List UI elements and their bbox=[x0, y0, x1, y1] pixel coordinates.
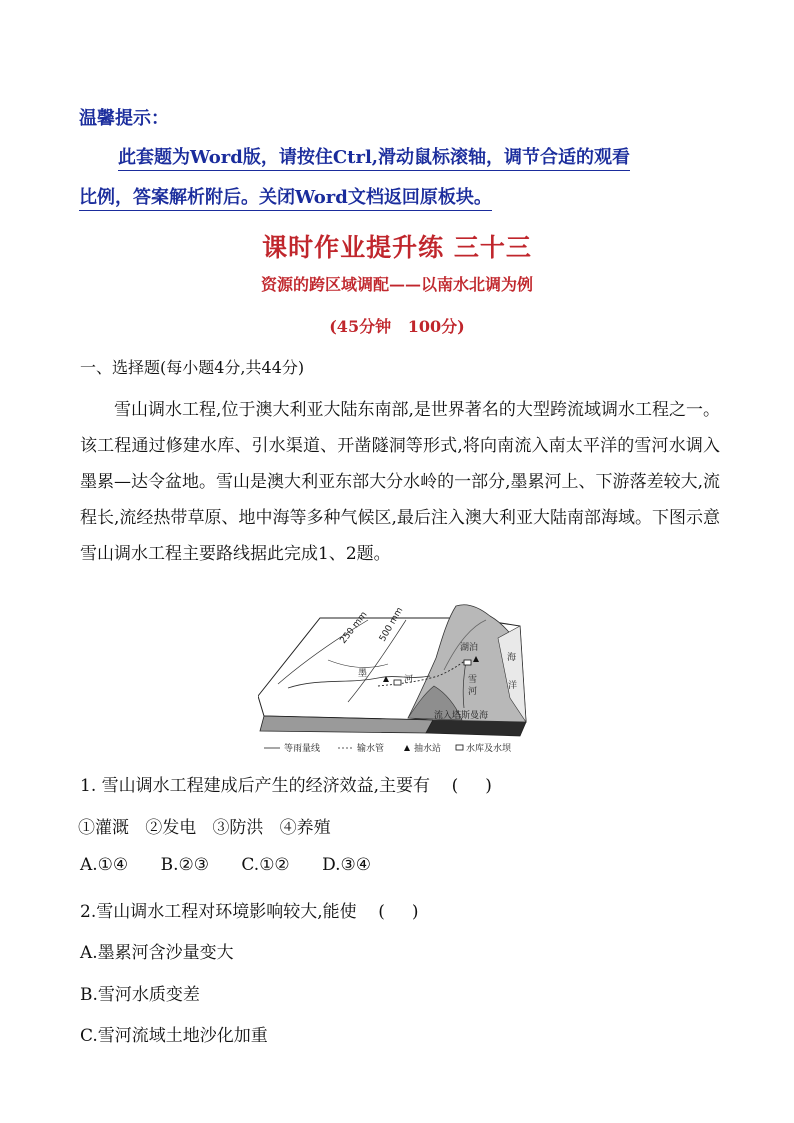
lake-label: 湖泊 bbox=[460, 643, 479, 653]
question-2-option-c: C.雪河流域土地沙化加重 bbox=[80, 1026, 268, 1046]
passage: 雪山调水工程,位于澳大利亚大陆东南部,是世界著名的大型跨流域调水工程之一。该工程通过修建水库、引水渠道、开凿隧洞等形式,将向南流入南太平洋的雪河水调入墨累—达令盆地。雪山是澳大利亚东部大分水岭的一部分,墨累河上、下游落差较大,流程长,流经热带草原、地中海等多种气候区,最后注入澳大利亚大陆南部海域。下图示意雪山调水工程主要路线据此完成1、2题。 bbox=[80, 400, 720, 564]
yang-label: 洋 bbox=[508, 681, 518, 691]
mo-label: 墨 bbox=[358, 669, 368, 679]
question-2-stem: 2.雪山调水工程对环境影响较大,能使 ( ) bbox=[80, 902, 419, 922]
contour-label-250: 250 mm bbox=[338, 610, 370, 646]
question-1-options: A.①④ B.②③ C.①② D.③④ bbox=[80, 855, 372, 875]
page-title: 课时作业提升练 三十三 bbox=[262, 233, 532, 262]
question-2-option-b: B.雪河水质变差 bbox=[80, 985, 200, 1005]
reservoir-dam bbox=[464, 660, 471, 665]
he-label: 河 bbox=[404, 675, 414, 685]
tip-title: 温馨提示： bbox=[79, 108, 169, 129]
tip-line-1: 此套题为Word版，请按住Ctrl,滑动鼠标滚轴，调节合适的观看 bbox=[118, 146, 630, 171]
legend-contour: 等雨量线 bbox=[284, 744, 321, 754]
map-side-face bbox=[426, 720, 526, 736]
page-subtitle: 资源的跨区域调配——以南水北调为例 bbox=[260, 275, 533, 294]
question-1-stem: 1. 雪山调水工程建成后产生的经济效益,主要有 ( ) bbox=[80, 776, 492, 796]
contour-label-500: 500 mm bbox=[377, 605, 406, 644]
outlet-label: 流入塔斯曼海 bbox=[434, 711, 489, 721]
reservoir-dam bbox=[394, 680, 401, 685]
section-heading: 一、选择题(每小题4分,共44分) bbox=[80, 358, 305, 377]
legend-pump: 抽水站 bbox=[414, 744, 442, 754]
water-diversion-map bbox=[258, 598, 528, 756]
tip-line-2: 比例，答案解析附后。关闭Word文档返回原板块。 bbox=[79, 186, 492, 211]
question-1-items: ①灌溉 ②发电 ③防洪 ④养殖 bbox=[78, 818, 331, 838]
question-2-option-a: A.墨累河含沙量变大 bbox=[80, 943, 234, 963]
time-score: (45分钟 100分) bbox=[329, 317, 465, 336]
legend-reservoir: 水库及水坝 bbox=[466, 744, 512, 754]
hai-label: 海 bbox=[507, 653, 517, 663]
legend-pipe: 输水管 bbox=[357, 744, 385, 754]
legend-pump-icon bbox=[404, 745, 410, 751]
he2-label: 河 bbox=[468, 687, 478, 697]
xue-label: 雪 bbox=[468, 675, 478, 685]
legend-reservoir-icon bbox=[456, 745, 463, 750]
